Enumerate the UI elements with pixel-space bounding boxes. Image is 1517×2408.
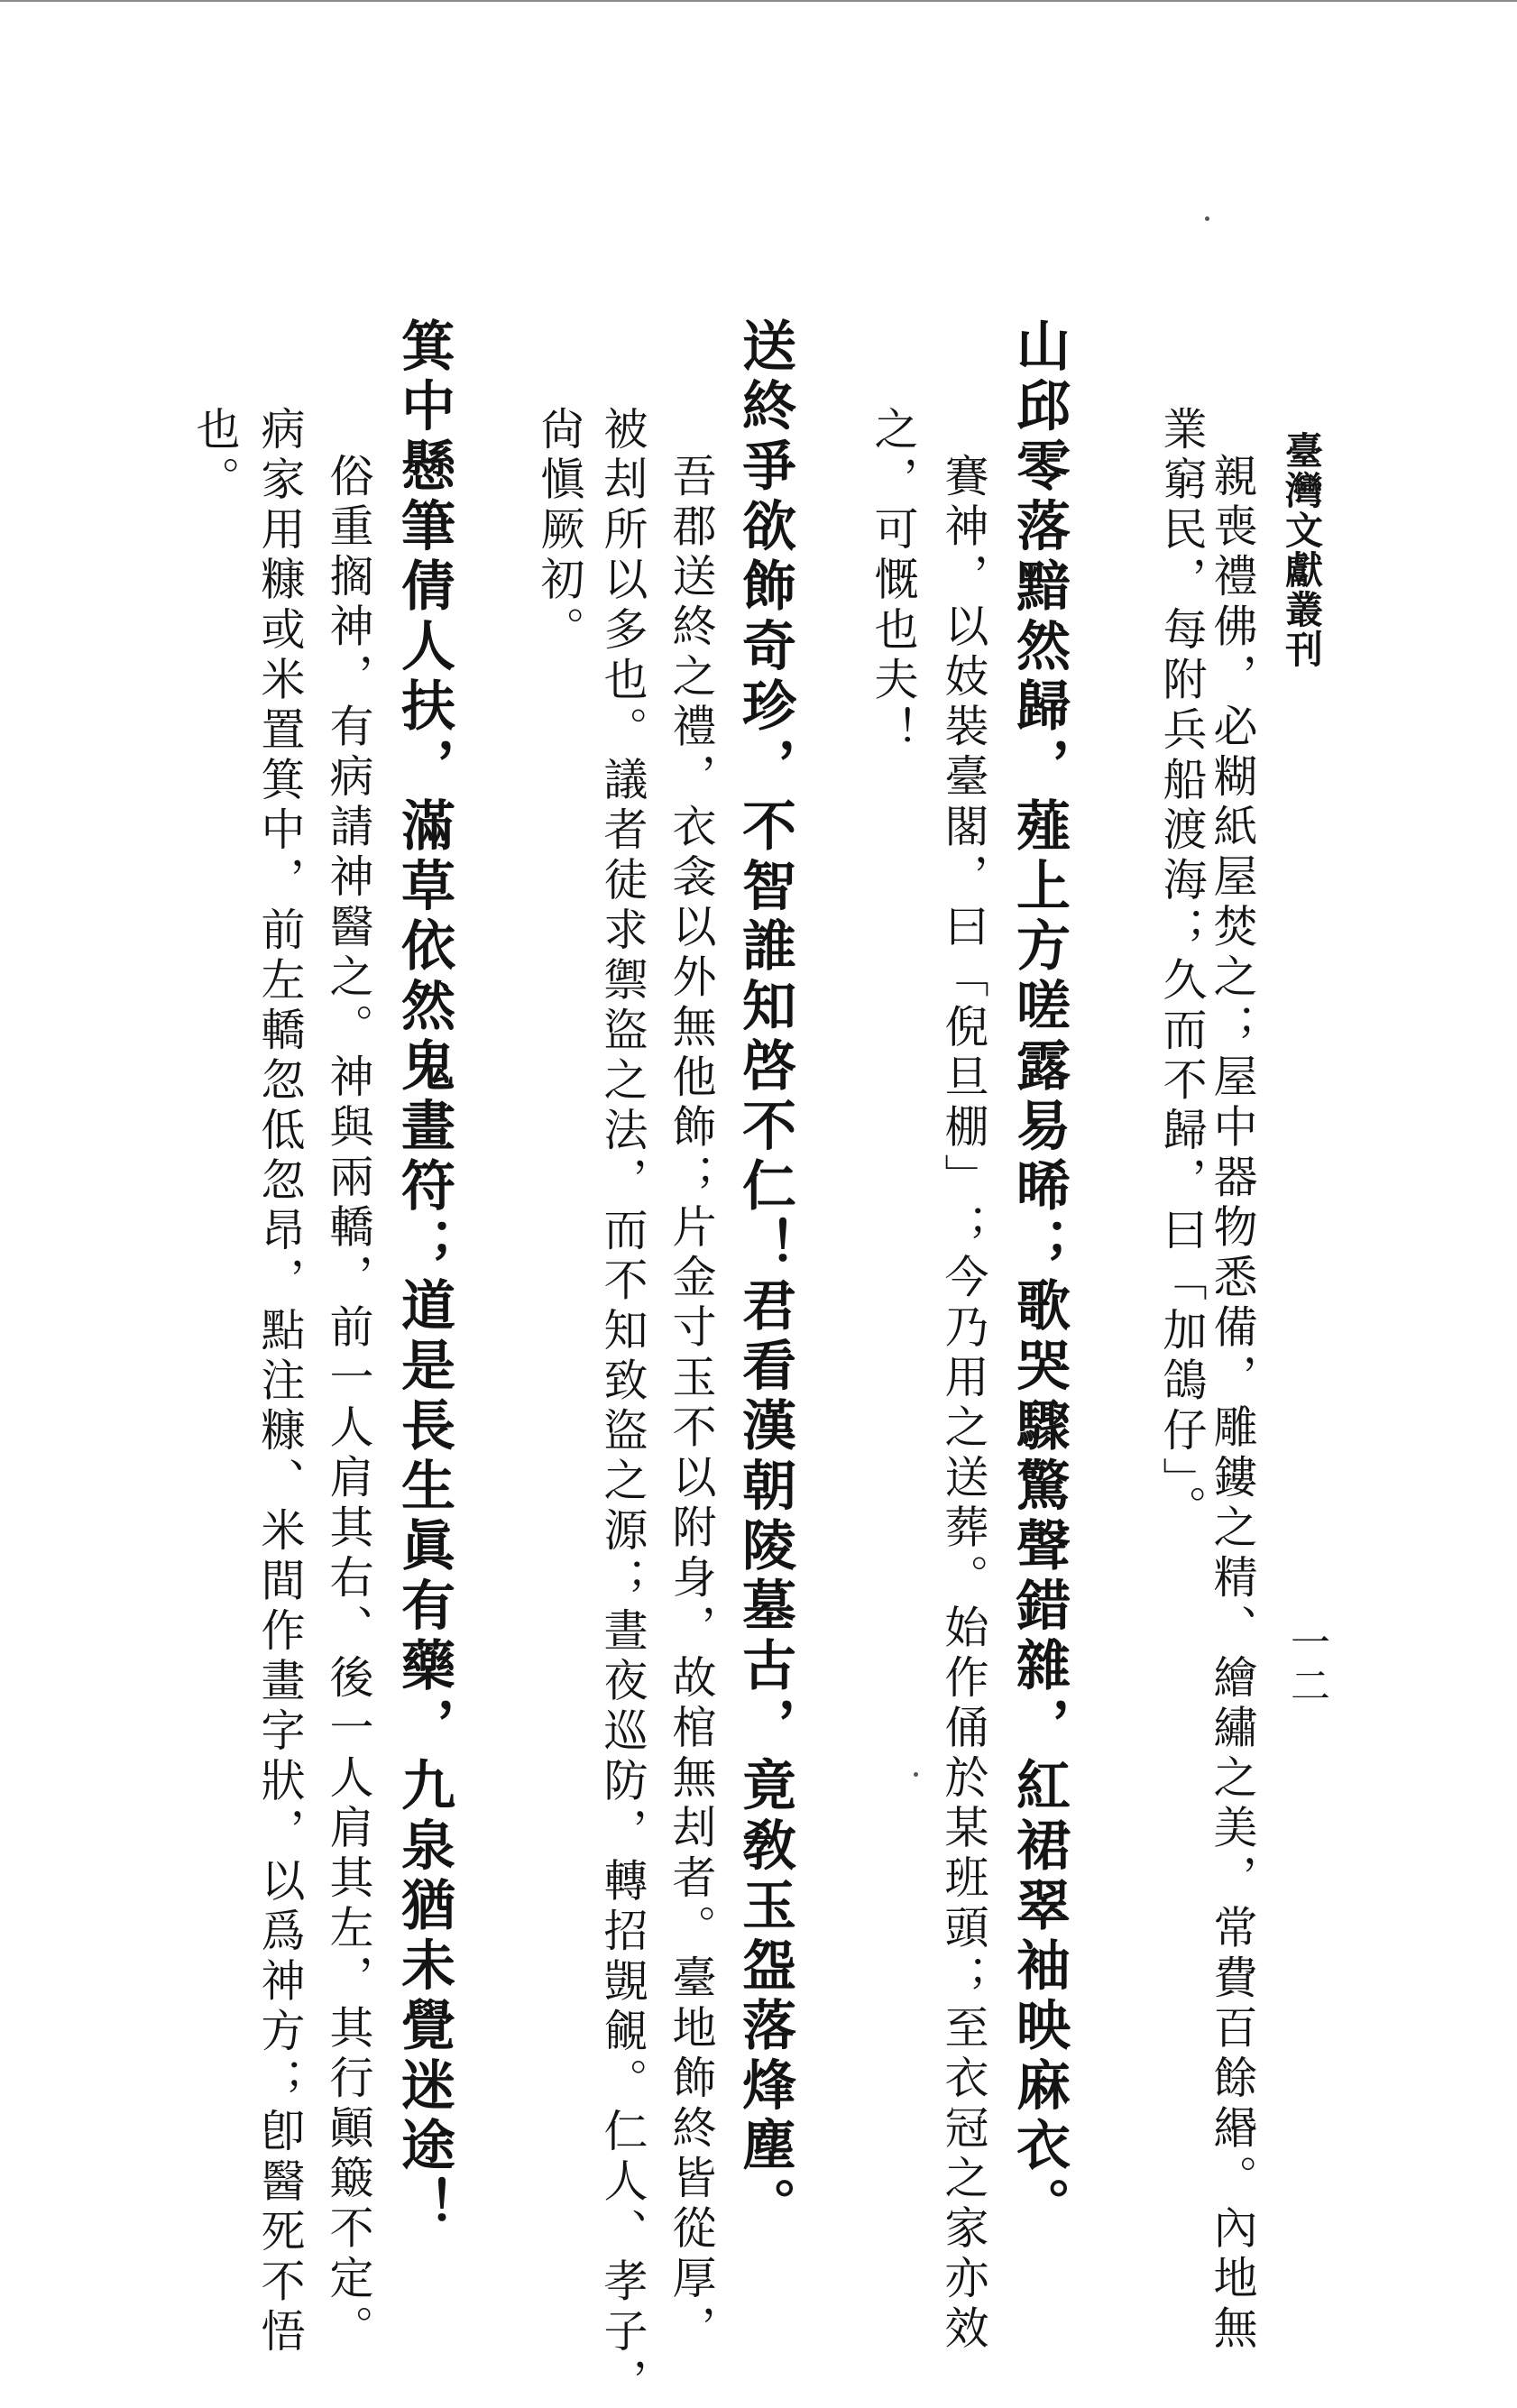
text-column-1: 親喪禮佛，必糊紙屋焚之；屋中器物悉備，雕鏤之精、繪繡之美，常費百餘緡。內地無 — [1207, 453, 1258, 2355]
text-column-6: 被刦所以多也。議者徒求禦盜之法，而不知致盜之源；晝夜巡防，轉招覬覦。仁人、孝子， — [597, 406, 648, 2408]
poem-column-2: 送終爭欲飾奇珍，不智誰知啓不仁！君看漢朝陵墓古，竟敎玉盌落烽塵。 — [733, 317, 796, 2237]
running-title: 臺灣文獻叢刊 — [1280, 431, 1324, 669]
text-column-5: 吾郡送終之禮，衣衾以外無他飾；片金寸玉不以附身，故棺無刦者。臺地飾終皆從厚， — [666, 453, 717, 2355]
poem-column-1: 山邱零落黯然歸，薤上方嗟露易晞；歌哭驟驚聲錯雜，紅裙翠袖映麻衣。 — [1007, 317, 1071, 2237]
text-column-8: 俗重搁神，有病請神醫之。神與兩轎，前一人肩其右、後一人肩其左，其行顚簸不定。 — [323, 453, 374, 2355]
page-number: 一二 — [1283, 1622, 1329, 1708]
text-column-4: 之，可慨也夫！ — [868, 406, 919, 757]
text-column-9: 病家用糠或米置箕中，前左轎忽低忽昂，點注糠、米間作畫字狀，以爲神方；卽醫死不悟 — [254, 406, 306, 2358]
poem-column-3: 箕中懸筆倩人扶，滿草依然鬼畫符；道是長生眞有藥，九泉猶未覺迷途！ — [392, 317, 455, 2237]
scan-speck — [914, 1772, 918, 1777]
text-column-10: 也。 — [189, 406, 241, 506]
scan-speck — [1205, 216, 1209, 221]
text-column-7: 尙愼厥初。 — [534, 406, 585, 657]
text-column-2: 業窮民，每附兵船渡海；久而不歸，曰「加鴿仔」。 — [1156, 406, 1208, 1535]
top-border-line — [0, 0, 1517, 2]
text-column-3: 賽神，以妓裝臺閣，曰「倪旦棚」；今乃用之送葬。始作俑於某班頭；至衣冠之家亦效 — [938, 453, 989, 2355]
